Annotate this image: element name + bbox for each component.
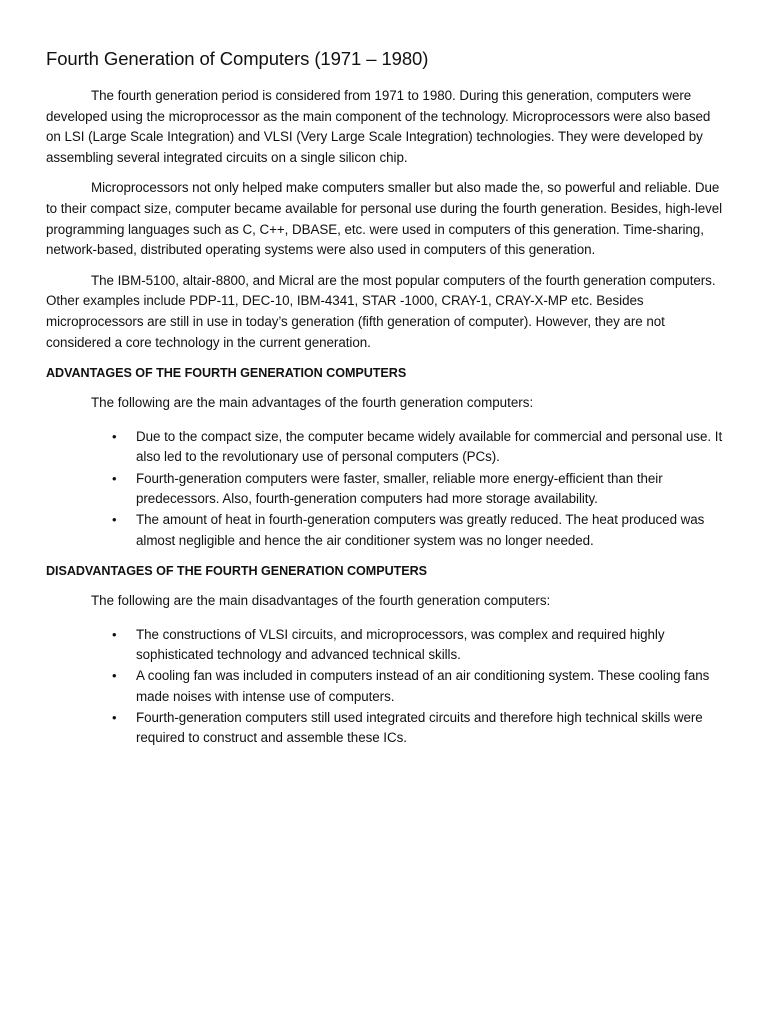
list-item-text: Due to the compact size, the computer became widely available for commercial and personal use. It also led to the revolutionary use of personal computers (PCs).: [136, 429, 723, 465]
list-item-text: Fourth-generation computers still used integrated circuits and therefore high technical skills were required to construct and assemble these ICs.: [136, 709, 703, 746]
list-item-text: The amount of heat in fourth-generation computers was greatly reduced. The heat produced was almost negligible and hence the air conditioner system was no longer needed.: [136, 512, 705, 548]
document-page: [46, 46, 726, 757]
paragraph-2: Microprocessors not only helped make computers smaller but also made the, so powerful and reliable. Due to their compact size, computer became available for personal use during the fourth generation. Besides, high-level programming languages such as C, C++, DBASE, etc. were used in computers of this generation. Time-sharing, network-based, distributed operating systems were also used in computers of this generation.: [46, 180, 723, 258]
advantages-list: [46, 427, 726, 551]
list-item: [46, 625, 726, 666]
list-item-text: Fourth-generation computers were faster, smaller, reliable more energy-efficient than their predecessors. Also, fourth-generation computers had more storage availability.: [136, 470, 663, 507]
document-title: Fourth Generation of Computers (1971 – 1980): [46, 48, 429, 69]
bullet-icon: •: [112, 429, 117, 445]
advantages-intro: The following are the main advantages of the fourth generation computers:: [91, 395, 534, 411]
bullet-icon: •: [112, 512, 117, 528]
bullet-icon: •: [112, 709, 117, 725]
list-item: [46, 666, 726, 707]
list-item: [46, 510, 726, 551]
list-item: [46, 427, 726, 468]
bullet-icon: •: [112, 470, 117, 486]
list-item: [46, 708, 726, 749]
paragraph-3: The IBM-5100, altair-8800, and Micral are the most popular computers of the fourth generation computers. Other examples include PDP-11, DEC-10, IBM-4341, STAR -1000, CRAY-1, CRAY-X-MP etc. Besides microprocessors are still in use in today’s generation (fifth generation of computer). However, they are not considered a core technology in the current generation.: [46, 272, 716, 350]
paragraph-1: The fourth generation period is considered from 1971 to 1980. During this generation, computers were developed using the microprocessor as the main component of the technology. Microprocessors were also based on LSI (Large Scale Integration) and VLSI (Very Large Scale Integration) technologies. They were developed by assembling several integrated circuits on a single silicon chip.: [46, 88, 711, 166]
disadvantages-intro: The following are the main disadvantages of the fourth generation computers:: [91, 592, 551, 608]
list-item-text: The constructions of VLSI circuits, and microprocessors, was complex and required highly sophisticated technology and advanced technical skills.: [136, 626, 665, 662]
advantages-heading: ADVANTAGES OF THE FOURTH GENERATION COMPUTERS: [46, 366, 407, 381]
list-item: [46, 469, 726, 510]
bullet-icon: •: [112, 668, 117, 684]
bullet-icon: •: [112, 626, 117, 642]
disadvantages-heading: DISADVANTAGES OF THE FOURTH GENERATION COMPUTERS: [46, 563, 428, 578]
disadvantages-list: [46, 625, 726, 749]
list-item-text: A cooling fan was included in computers instead of an air conditioning system. These cooling fans made noises with intense use of computers.: [136, 668, 710, 704]
